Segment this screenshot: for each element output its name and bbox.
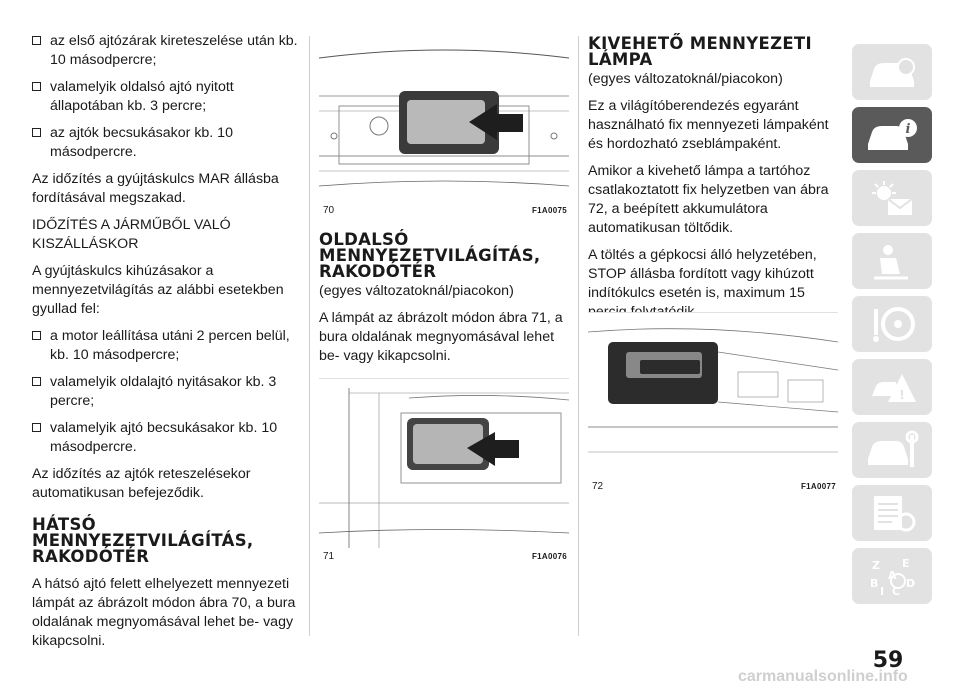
svg-text:Z: Z [872,559,880,572]
svg-text:i: i [905,122,911,137]
column-divider [578,36,579,636]
alphabetical-index-icon [862,555,922,597]
tab-warning-lights[interactable] [852,170,932,226]
tab-safety[interactable] [852,233,932,289]
svg-text:!: ! [899,388,905,402]
tab-technical-data[interactable] [852,485,932,541]
text-column-1 [32,32,298,659]
figure-70 [319,36,569,218]
chapter-tabs [852,44,932,611]
steering-wheel-icon [862,303,922,345]
tab-index[interactable] [852,548,932,604]
figure-code: F1A0076 [531,551,567,561]
checkbox-bullet-icon [32,377,41,386]
checkbox-bullet-icon [32,423,41,432]
warning-light-icon [862,177,922,219]
paragraph: A töltés a gépkocsi álló helyzetében, STOP állásba fordított vagy kihúzott indítókulcs esetén is, maximum 15 [588,247,817,301]
figure-caption [588,478,838,494]
side-ceiling-lamp-illustration [319,378,569,548]
figure-number: 72 [592,480,604,492]
tab-dashboard[interactable] [852,44,932,100]
figure-caption [319,202,569,218]
removable-lamp-illustration [588,312,838,478]
paragraph: Ez a világítóberendezés egyaránt használható fix mennyezeti lámpaként és hordozható zseblámpaként. [588,98,829,152]
paragraph: Amikor a kivehető lámpa a tartóhoz csatlakoztatott fix helyzetben van ábra 72, a beépített akkumulátora automatikusan töltődik. [588,163,829,236]
paragraph: A lámpát az ábrázolt módon ábra 71, a bura oldalának megnyomásával lehet be- vagy kikapcsolni. [319,310,563,364]
page-number: 59 [872,648,904,673]
tab-emergency[interactable] [852,359,932,415]
list-item: valamelyik oldalsó ajtó nyitott állapotában kb. 3 percre; [32,78,298,116]
tab-starting-driving[interactable] [852,296,932,352]
svg-text:A: A [888,569,897,582]
watermark: carmanualsonline.info [738,668,908,685]
figure-code: F1A0075 [531,205,567,215]
svg-text:D: D [906,577,916,590]
car-maintenance-icon [862,429,922,471]
checkbox-bullet-icon [32,331,41,340]
list-item: valamelyik ajtó becsukásakor kb. 10 másodpercre. [32,419,298,457]
list-item: az ajtók becsukásakor kb. 10 másodpercre. [32,124,298,162]
figure-number: 71 [323,550,335,562]
figure-caption [319,548,569,564]
rear-ceiling-lamp-illustration [319,36,569,202]
checkbox-bullet-icon [32,128,41,137]
paragraph: A gyújtáskulcs kihúzásakor a mennyezetvilágítás az alábbi esetekben gyullad fel: [32,263,284,317]
paragraph: Az időzítés az ajtók reteszelésekor automatikusan befejeződik. [32,466,251,501]
emergency-triangle-icon [862,366,922,408]
list-item: az első ajtózárak kireteszelése után kb. 10 másodpercre; [32,32,298,70]
figure-72 [588,312,838,494]
list-item: a motor leállítása utáni 2 percen belül, kb. 10 másodpercre; [32,327,298,365]
column-divider [309,36,310,636]
checkbox-bullet-icon [32,36,41,45]
car-dashboard-icon [862,51,922,93]
svg-text:I: I [880,585,885,597]
section-subheading: (egyes változatoknál/piacokon) [319,283,514,299]
text-column-2 [319,232,569,374]
checkbox-bullet-icon [32,82,41,91]
paragraph: IDŐZÍTÉS A JÁRMŰBŐL VALÓ KISZÁLLÁSKOR [32,217,231,252]
tab-car-info[interactable] [852,107,932,163]
section-heading: KIVEHETŐ MENNYEZETI LÁMPA [588,34,812,69]
section-heading: HÁTSÓ MENNYEZETVILÁGÍTÁS, RAKODÓTÉR [32,515,254,566]
figure-71 [319,378,569,564]
paragraph: A hátsó ajtó felett elhelyezett mennyezeti lámpát az ábrázolt módon ábra 70, a bura oldalának megnyomásával lehet be- vagy kikapcsolni. [32,576,296,649]
text-column-3 [588,36,830,330]
car-info-icon [862,114,922,156]
svg-text:E: E [902,557,910,570]
specifications-list-icon [862,492,922,534]
figure-code: F1A0077 [800,481,836,491]
section-heading: OLDALSÓ MENNYEZETVILÁGÍTÁS, RAKODÓTÉR [319,230,541,281]
airbag-seat-icon [862,240,922,282]
section-subheading: (egyes változatoknál/piacokon) [588,71,783,87]
figure-number: 70 [323,204,335,216]
list-item: valamelyik oldalajtó nyitásakor kb. 3 percre; [32,373,298,411]
svg-text:C: C [892,585,901,597]
svg-text:B: B [870,577,879,590]
paragraph: Az időzítés a gyújtáskulcs MAR állásba fordításával megszakad. [32,171,279,206]
tab-maintenance[interactable] [852,422,932,478]
